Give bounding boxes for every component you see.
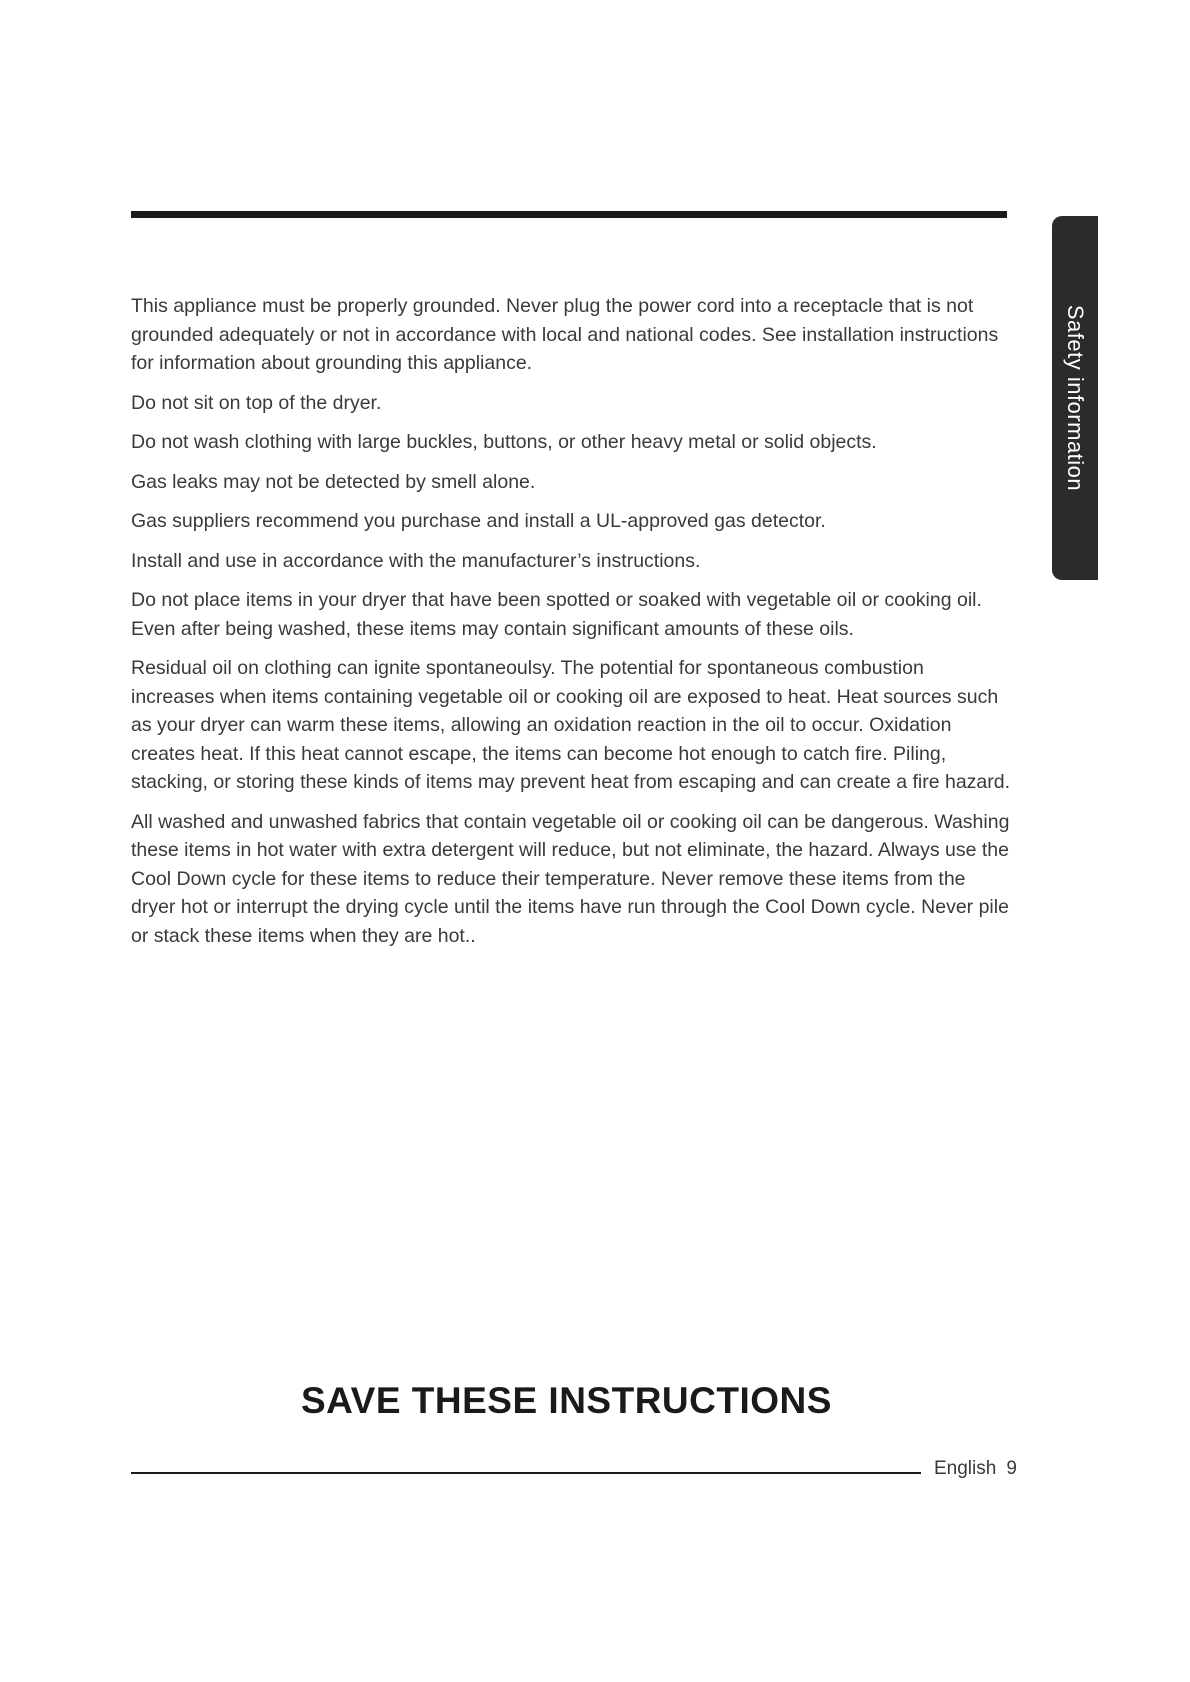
paragraph-residual-oil: Residual oil on clothing can ignite spontaneoulsy. The potential for spontaneous combustion increases when items containing vegetable oil or cooking oil are exposed to heat. Heat sources such as your dryer can warm these items, allowing an oxidation reaction in the oil to occur. Oxidation creates heat. If this heat cannot escape, the items can become hot enough to catch fire. Piling, stacking, or storing these kinds of items may prevent heat from escaping and can create a fire hazard. bbox=[131, 657, 1011, 793]
paragraph-heavy-objects: Do not wash clothing with large buckles, buttons, or other heavy metal or solid objects. bbox=[131, 431, 877, 453]
paragraph-fabric-hazard: All washed and unwashed fabrics that contain vegetable oil or cooking oil can be dangerous. Washing these items in hot water with extra detergent will reduce, but not eliminate, the hazard. Always use the Cool Down cycle for these items to reduce their temperature. Never remove these items from the dryer hot or interrupt the drying cycle until the items have run through the Cool Down cycle. Never pile or stack these items when they are hot.. bbox=[131, 810, 1010, 947]
paragraph-install-use: Install and use in accordance with the manufacturer’s instructions. bbox=[131, 549, 701, 572]
footer-language: English bbox=[934, 1458, 997, 1479]
paragraph-do-not-sit: Do not sit on top of the dryer. bbox=[131, 391, 382, 414]
page-number: 9 bbox=[1006, 1458, 1017, 1479]
section-side-tab bbox=[1052, 216, 1098, 580]
page-footer bbox=[934, 1458, 1017, 1480]
paragraph-grounding: This appliance must be properly grounded. Never plug the power cord into a receptacle that is not grounded adequately or not in accordance with local and national codes. See installation instructions for information about grounding this appliance. bbox=[131, 295, 999, 374]
safety-text-body bbox=[131, 292, 1011, 961]
footer-divider bbox=[131, 1472, 921, 1474]
section-side-tab-label: Safety information bbox=[1063, 304, 1088, 492]
top-divider bbox=[131, 211, 1007, 218]
paragraph-oil-items: Do not place items in your dryer that have been spotted or soaked with vegetable oil or cooking oil. Even after being washed, these items may contain significant amounts of these oils. bbox=[131, 589, 982, 640]
section-side-tab-label-wrap bbox=[1052, 216, 1098, 580]
paragraph-gas-leaks: Gas leaks may not be detected by smell alone. bbox=[131, 470, 536, 493]
save-instructions-heading: SAVE THESE INSTRUCTIONS bbox=[301, 1380, 832, 1421]
paragraph-gas-detector: Gas suppliers recommend you purchase and install a UL-approved gas detector. bbox=[131, 510, 826, 532]
